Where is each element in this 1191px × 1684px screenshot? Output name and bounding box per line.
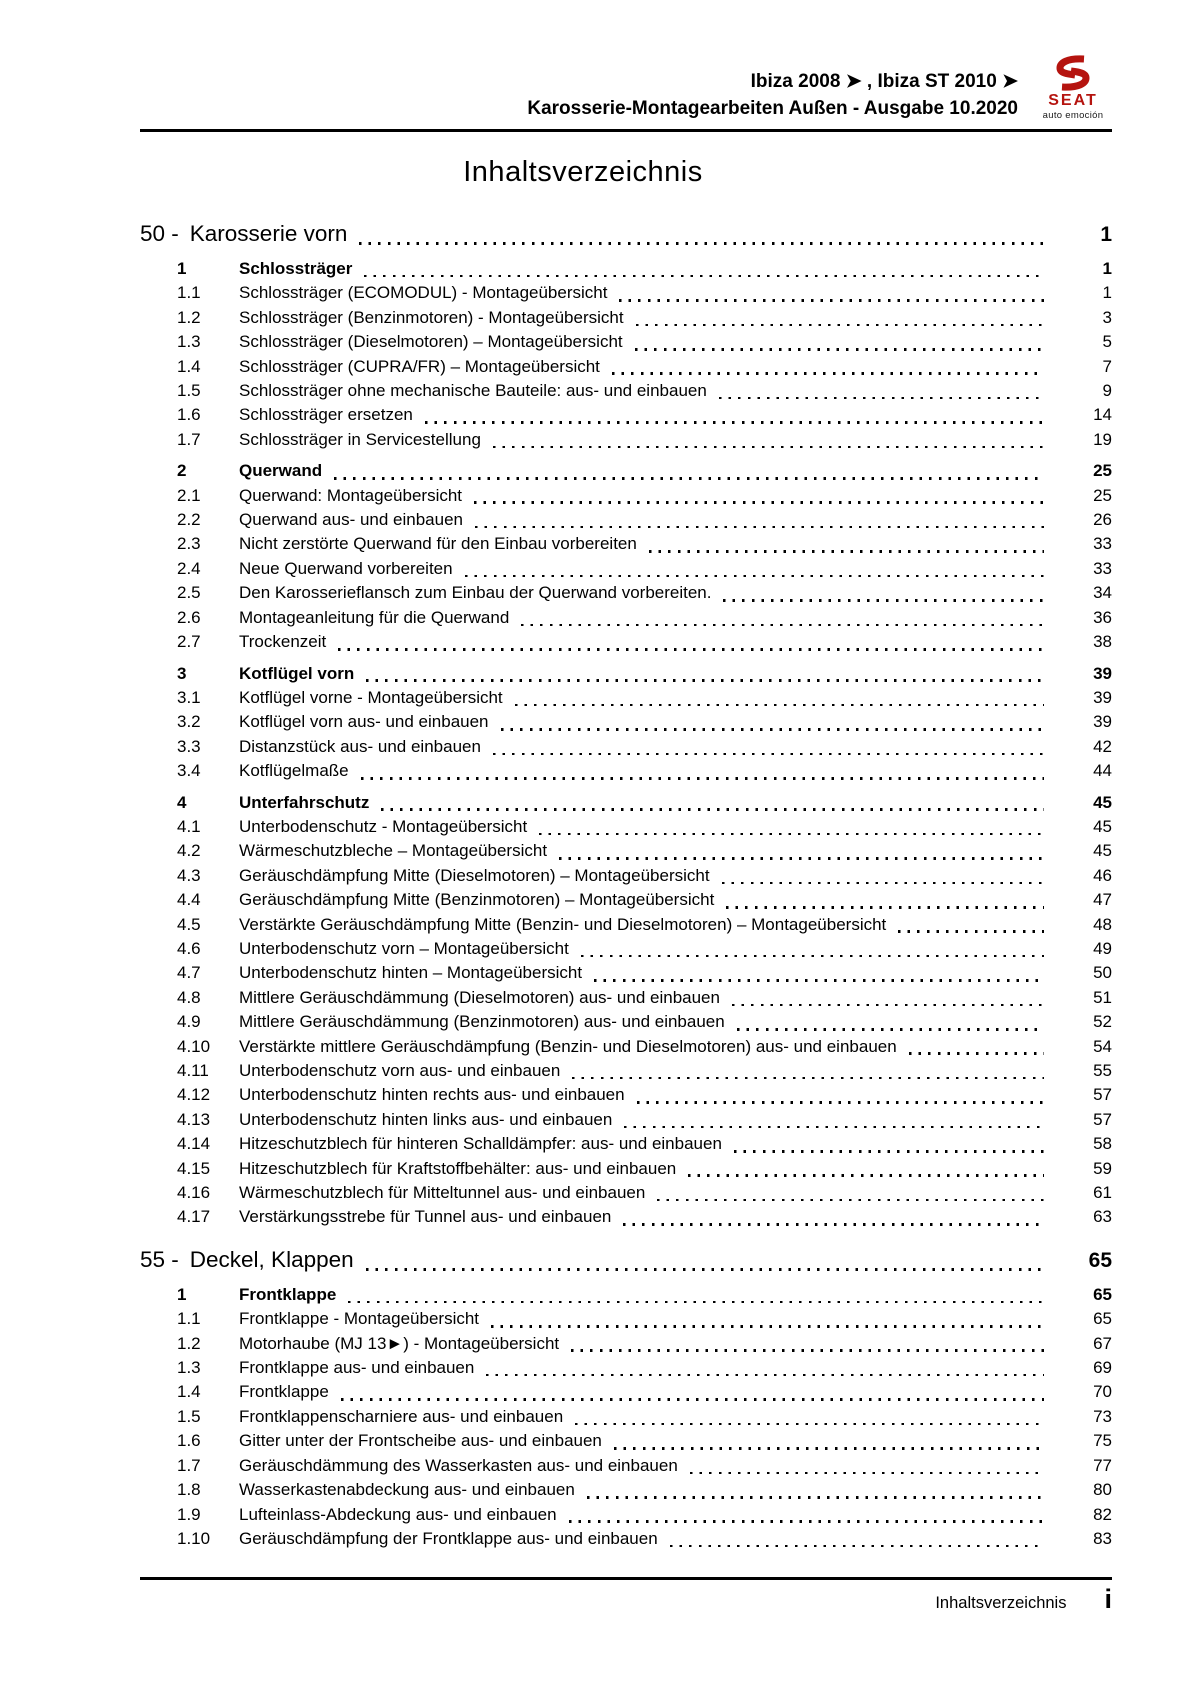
toc-dot-leader	[670, 1545, 1044, 1548]
toc-entry-title: Frontklappe - Montageübersicht	[239, 1309, 480, 1329]
footer-divider	[140, 1577, 1112, 1580]
table-of-contents	[140, 219, 1112, 1551]
toc-dot-leader	[334, 477, 1044, 480]
toc-entry-page: 54	[1093, 1036, 1112, 1056]
footer-label: Inhaltsverzeichnis	[935, 1594, 1067, 1612]
toc-entry-title: Verstärkungsstrebe für Tunnel aus- und einbauen	[239, 1207, 612, 1227]
toc-entry	[140, 428, 1112, 452]
toc-entry-page: 42	[1093, 736, 1112, 756]
toc-dot-leader	[587, 1496, 1044, 1499]
toc-entry	[140, 1332, 1112, 1356]
toc-dot-leader	[723, 599, 1044, 602]
toc-entry-number: 1.5	[177, 1406, 201, 1426]
toc-dot-leader	[486, 1374, 1044, 1377]
toc-entry-title: Trockenzeit	[239, 632, 327, 652]
toc-entry-title: Motorhaube (MJ 13►) - Montageübersicht	[239, 1333, 560, 1353]
toc-entry-title: Unterbodenschutz hinten rechts aus- und einbauen	[239, 1085, 625, 1105]
toc-entry-page: 51	[1093, 987, 1112, 1007]
toc-dot-leader	[425, 421, 1044, 424]
toc-entry-page: 38	[1093, 632, 1112, 652]
toc-entry	[140, 1429, 1112, 1453]
toc-entry-title: Unterbodenschutz hinten links aus- und einbauen	[239, 1109, 613, 1129]
toc-entry-page: 44	[1093, 761, 1112, 781]
toc-entry-page: 1	[1102, 259, 1112, 278]
toc-dot-leader	[348, 1301, 1044, 1304]
toc-entry-page: 57	[1093, 1085, 1112, 1105]
toc-entry-title: Schlossträger ersetzen	[239, 405, 413, 425]
toc-entry-title: Geräuschdämpfung Mitte (Benzinmotoren) – Montageübersicht	[239, 890, 715, 910]
toc-entry-title: Geräuschdämpfung Mitte (Dieselmotoren) – Montageübersicht	[239, 865, 710, 885]
toc-entry-page: 39	[1093, 663, 1112, 683]
toc-dot-leader	[614, 1447, 1044, 1450]
toc-entry-title: Schlossträger (Benzinmotoren) - Montageübersicht	[239, 307, 624, 327]
toc-entry-number: 1.2	[177, 1333, 201, 1353]
toc-dot-leader	[636, 324, 1044, 327]
toc-dot-leader	[515, 704, 1044, 707]
toc-entry-title: Kotflügel vorn aus- und einbauen	[239, 712, 489, 732]
toc-entry	[140, 330, 1112, 354]
toc-entry-title: Schlossträger in Servicestellung	[239, 429, 481, 449]
toc-entry-page: 25	[1093, 461, 1112, 481]
toc-entry	[140, 379, 1112, 403]
toc-entry-page: 61	[1093, 1183, 1112, 1203]
toc-entry-page: 83	[1093, 1528, 1112, 1548]
footer-page-number: i	[1104, 1584, 1112, 1614]
toc-entry	[140, 735, 1112, 759]
toc-entry-number: 2	[177, 461, 187, 481]
toc-entry-page: 49	[1093, 938, 1112, 958]
toc-entry	[140, 1454, 1112, 1478]
toc-entry-title: Distanzstück aus- und einbauen	[239, 736, 481, 756]
toc-entry-number: 1.10	[177, 1528, 211, 1548]
toc-dot-leader	[581, 955, 1044, 958]
toc-entry-page: 46	[1093, 865, 1112, 885]
toc-entry-number: 2.4	[177, 558, 201, 578]
toc-dot-leader	[637, 1101, 1044, 1104]
toc-entry-title: Verstärkte Geräuschdämpfung Mitte (Benzin- und Dieselmotoren) – Montageübersicht	[239, 914, 887, 934]
toc-entry	[140, 606, 1112, 630]
toc-dot-leader	[688, 1174, 1044, 1177]
toc-entry-page: 25	[1093, 485, 1112, 505]
toc-entry	[140, 1283, 1112, 1307]
toc-entry-page: 45	[1093, 841, 1112, 861]
toc-dot-leader	[722, 882, 1044, 885]
toc-entry-page: 36	[1093, 607, 1112, 627]
toc-entry-number: 4.13	[177, 1109, 211, 1129]
toc-entry-number: 1.4	[177, 1382, 201, 1402]
toc-entry-page: 65	[1088, 1248, 1112, 1272]
toc-entry-number: 1.3	[177, 1358, 201, 1378]
toc-entry-title: Frontklappe aus- und einbauen	[239, 1358, 475, 1378]
toc-dot-leader	[366, 1268, 1044, 1271]
toc-entry-page: 33	[1093, 534, 1112, 554]
toc-entry	[140, 686, 1112, 710]
toc-entry-number: 1.4	[177, 356, 201, 376]
toc-entry-page: 77	[1093, 1455, 1112, 1475]
toc-entry	[140, 557, 1112, 581]
toc-entry	[140, 815, 1112, 839]
toc-entry-number: 4.14	[177, 1134, 211, 1154]
toc-entry-title: Querwand: Montageübersicht	[239, 485, 463, 505]
toc-entry-number: 1.7	[177, 1455, 201, 1475]
toc-entry-title: Hitzeschutzblech für Kraftstoffbehälter: aus- und einbauen	[239, 1158, 677, 1178]
toc-dot-leader	[569, 1520, 1044, 1523]
toc-entry-number: 1.1	[177, 1309, 201, 1329]
toc-entry	[140, 459, 1112, 483]
toc-dot-leader	[690, 1472, 1044, 1475]
toc-entry-number: 4	[177, 792, 187, 812]
toc-entry-number: 4.15	[177, 1158, 211, 1178]
toc-entry-title: Unterbodenschutz vorn – Montageübersicht	[239, 938, 569, 958]
toc-dot-leader	[474, 501, 1044, 504]
toc-dot-leader	[361, 777, 1044, 780]
toc-entry-title: Schlossträger	[239, 259, 353, 278]
toc-entry-page: 65	[1093, 1284, 1112, 1304]
toc-entry-page: 57	[1093, 1109, 1112, 1129]
toc-entry-title: Unterbodenschutz vorn aus- und einbauen	[239, 1061, 561, 1080]
toc-entry-number: 4.10	[177, 1036, 211, 1056]
seat-tagline-text: auto emoción	[1042, 110, 1104, 121]
toc-entry	[140, 1503, 1112, 1527]
toc-dot-leader	[465, 575, 1044, 578]
toc-entry-number: 2.3	[177, 534, 201, 554]
toc-entry-title: Schlossträger (ECOMODUL) - Montageübersicht	[239, 283, 608, 303]
toc-entry-title: Geräuschdämpfung der Frontklappe aus- und einbauen	[239, 1528, 658, 1548]
toc-entry	[140, 306, 1112, 330]
toc-entry-number: 3.2	[177, 712, 201, 732]
toc-entry-number: 2.2	[177, 510, 201, 530]
toc-entry-page: 48	[1093, 914, 1112, 934]
toc-dot-leader	[559, 857, 1044, 860]
toc-entry	[140, 1527, 1112, 1551]
toc-entry	[140, 403, 1112, 427]
toc-dot-leader	[909, 1052, 1044, 1055]
toc-entry-title: Schlossträger ohne mechanische Bauteile: aus- und einbauen	[239, 381, 707, 401]
toc-dot-leader	[493, 446, 1044, 449]
toc-entry-page: 59	[1093, 1158, 1112, 1178]
toc-entry-number: 2.1	[177, 485, 201, 505]
toc-entry-number: 55 -	[140, 1246, 179, 1272]
toc-entry	[140, 281, 1112, 305]
toc-entry-page: 63	[1093, 1207, 1112, 1227]
toc-entry-title: Mittlere Geräuschdämmung (Benzinmotoren) aus- und einbauen	[239, 1012, 725, 1032]
toc-entry-title: Montageanleitung für die Querwand	[239, 607, 510, 627]
toc-entry-number: 50 -	[140, 221, 179, 246]
toc-entry-number: 4.3	[177, 865, 201, 885]
toc-entry	[140, 532, 1112, 556]
toc-entry-title: Verstärkte mittlere Geräuschdämpfung (Benzin- und Dieselmotoren) aus- und einbauen	[239, 1036, 897, 1056]
toc-entry-title: Schlossträger (Dieselmotoren) – Montageübersicht	[239, 332, 623, 352]
toc-dot-leader	[521, 624, 1044, 627]
toc-entry-title: Querwand aus- und einbauen	[239, 510, 463, 530]
toc-dot-leader	[366, 679, 1044, 682]
toc-entry-number: 4.9	[177, 1012, 201, 1032]
toc-entry	[140, 710, 1112, 734]
toc-dot-leader	[338, 648, 1044, 651]
toc-entry-number: 4.16	[177, 1183, 211, 1203]
toc-entry	[140, 1307, 1112, 1331]
toc-entry	[140, 1245, 1112, 1276]
toc-entry	[140, 257, 1112, 281]
toc-entry-number: 2.7	[177, 632, 201, 652]
toc-dot-leader	[364, 275, 1044, 278]
toc-entry-title: Geräuschdämmung des Wasserkasten aus- und einbauen	[239, 1455, 678, 1475]
toc-entry	[140, 1010, 1112, 1034]
toc-entry-number: 1.5	[177, 381, 201, 401]
toc-entry	[140, 1157, 1112, 1181]
toc-entry-number: 1.6	[177, 1431, 201, 1451]
toc-dot-leader	[624, 1126, 1044, 1129]
toc-dot-leader	[493, 753, 1044, 756]
toc-entry-page: 70	[1093, 1382, 1112, 1402]
toc-entry	[140, 484, 1112, 508]
header-model-line: Ibiza 2008 ➤ , Ibiza ST 2010 ➤	[750, 71, 1018, 92]
toc-entry	[140, 1405, 1112, 1429]
toc-entry-title: Unterfahrschutz	[239, 792, 370, 812]
toc-entry-page: 19	[1093, 429, 1112, 449]
toc-entry-number: 1.6	[177, 405, 201, 425]
toc-entry-number: 1.8	[177, 1480, 201, 1500]
toc-entry	[140, 581, 1112, 605]
toc-entry	[140, 1478, 1112, 1502]
toc-entry	[140, 1380, 1112, 1404]
toc-entry	[140, 1132, 1112, 1156]
toc-entry-title: Querwand	[239, 461, 323, 481]
toc-entry	[140, 1356, 1112, 1380]
toc-entry-page: 39	[1093, 687, 1112, 707]
toc-entry-title: Mittlere Geräuschdämmung (Dieselmotoren) aus- und einbauen	[239, 987, 720, 1007]
toc-entry-number: 2.5	[177, 583, 201, 603]
toc-entry-title: Schlossträger (CUPRA/FR) – Montageübersicht	[239, 356, 600, 376]
toc-entry-number: 1.2	[177, 307, 201, 327]
page-header	[140, 56, 1112, 122]
toc-entry-number: 2.6	[177, 607, 201, 627]
toc-dot-leader	[359, 242, 1044, 245]
toc-dot-leader	[341, 1398, 1044, 1401]
toc-entry-page: 65	[1093, 1309, 1112, 1329]
toc-dot-leader	[475, 526, 1044, 529]
toc-entry-page: 26	[1093, 510, 1112, 530]
toc-dot-leader	[619, 299, 1044, 302]
toc-entry-title: Kotflügelmaße	[239, 761, 349, 781]
page-footer	[935, 1584, 1112, 1615]
toc-dot-leader	[732, 1004, 1044, 1007]
toc-entry-title: Unterbodenschutz - Montageübersicht	[239, 816, 528, 836]
toc-entry-title: Frontklappe	[239, 1382, 329, 1402]
toc-entry-number: 1.9	[177, 1504, 201, 1524]
toc-entry-title: Nicht zerstörte Querwand für den Einbau vorbereiten	[239, 534, 637, 554]
toc-entry	[140, 986, 1112, 1010]
seat-brand-text: SEAT	[1048, 92, 1098, 109]
toc-dot-leader	[571, 1349, 1044, 1352]
toc-entry-page: 34	[1093, 583, 1112, 603]
toc-entry-page: 50	[1093, 963, 1112, 983]
toc-dot-leader	[594, 979, 1044, 982]
toc-entry	[140, 961, 1112, 985]
toc-dot-leader	[734, 1150, 1044, 1153]
toc-entry-title: Lufteinlass-Abdeckung aus- und einbauen	[239, 1504, 557, 1524]
toc-entry-number: 3.3	[177, 736, 201, 756]
toc-entry-title: Kotflügel vorn	[239, 663, 355, 683]
toc-entry-title: Hitzeschutzblech für hinteren Schalldämpfer: aus- und einbauen	[239, 1134, 722, 1154]
toc-entry	[140, 888, 1112, 912]
toc-entry-page: 73	[1093, 1406, 1112, 1426]
toc-entry-number: 4.12	[177, 1085, 211, 1105]
toc-entry-number: 4.6	[177, 938, 201, 958]
toc-entry-title: Wärmeschutzbleche – Montageübersicht	[239, 841, 548, 861]
toc-entry	[140, 662, 1112, 686]
toc-entry	[140, 1181, 1112, 1205]
header-text	[527, 56, 1018, 122]
toc-entry	[140, 839, 1112, 863]
toc-entry-page: 69	[1093, 1358, 1112, 1378]
toc-dot-leader	[898, 930, 1044, 933]
toc-dot-leader	[491, 1325, 1044, 1328]
toc-entry	[140, 864, 1112, 888]
toc-entry-page: 80	[1093, 1480, 1112, 1500]
toc-entry-number: 3.1	[177, 687, 201, 707]
toc-entry-page: 52	[1093, 1012, 1112, 1032]
toc-entry-number: 4.8	[177, 987, 201, 1007]
toc-entry	[140, 1205, 1112, 1229]
toc-entry-page: 82	[1093, 1504, 1112, 1524]
toc-entry	[140, 508, 1112, 532]
toc-dot-leader	[737, 1028, 1044, 1031]
toc-entry-page: 67	[1093, 1333, 1112, 1353]
toc-entry-page: 58	[1093, 1134, 1112, 1154]
toc-dot-leader	[649, 550, 1044, 553]
header-doc-line: Karosserie-Montagearbeiten Außen - Ausgabe 10.2020	[527, 98, 1018, 119]
toc-entry	[140, 1035, 1112, 1059]
toc-dot-leader	[381, 808, 1044, 811]
toc-entry	[140, 913, 1112, 937]
toc-entry-number: 4.5	[177, 914, 201, 934]
toc-entry-number: 4.7	[177, 963, 201, 983]
toc-entry	[140, 1083, 1112, 1107]
toc-entry-number: 4.11	[177, 1061, 209, 1080]
toc-dot-leader	[539, 833, 1044, 836]
toc-entry	[140, 791, 1112, 815]
toc-dot-leader	[501, 728, 1044, 731]
toc-entry-page: 1	[1100, 223, 1112, 246]
toc-entry-title: Kotflügel vorne - Montageübersicht	[239, 687, 503, 707]
toc-entry-page: 3	[1102, 307, 1112, 327]
toc-entry-page: 33	[1093, 558, 1112, 578]
toc-entry-number: 1	[177, 259, 187, 278]
toc-entry-page: 14	[1093, 405, 1112, 425]
toc-entry-title: Den Karosserieflansch zum Einbau der Querwand vorbereiten.	[239, 583, 712, 603]
toc-entry	[140, 1108, 1112, 1132]
toc-entry-number: 1	[177, 1284, 187, 1304]
toc-entry-page: 1	[1102, 283, 1112, 303]
toc-entry-title: Gitter unter der Frontscheibe aus- und einbauen	[239, 1431, 602, 1451]
toc-dot-leader	[726, 906, 1044, 909]
toc-entry-number: 4.2	[177, 841, 201, 861]
toc-dot-leader	[657, 1199, 1044, 1202]
toc-entry-title: Wasserkastenabdeckung aus- und einbauen	[239, 1480, 575, 1500]
toc-entry-number: 1.1	[177, 283, 201, 303]
toc-entry-title: Frontklappe	[239, 1284, 337, 1304]
toc-entry-page: 5	[1102, 332, 1112, 352]
toc-entry-title: Frontklappenscharniere aus- und einbauen	[239, 1406, 564, 1426]
toc-entry-title: Deckel, Klappen	[189, 1246, 354, 1272]
page-title: Inhaltsverzeichnis	[463, 156, 703, 188]
toc-entry-number: 4.17	[177, 1207, 211, 1227]
toc-entry-number: 1.7	[177, 429, 201, 449]
toc-entry-title: Neue Querwand vorbereiten	[239, 558, 453, 578]
toc-entry-page: 47	[1093, 890, 1112, 910]
seat-logo	[1034, 54, 1112, 121]
toc-entry	[140, 1059, 1112, 1083]
toc-entry-page: 55	[1093, 1061, 1112, 1080]
toc-entry	[140, 219, 1112, 250]
toc-dot-leader	[572, 1077, 1044, 1080]
toc-entry-title: Karosserie vorn	[189, 221, 348, 246]
toc-dot-leader	[635, 348, 1044, 351]
toc-entry-title: Wärmeschutzblech für Mitteltunnel aus- und einbauen	[239, 1183, 646, 1203]
toc-entry-page: 39	[1093, 712, 1112, 732]
toc-entry-page: 9	[1102, 381, 1112, 401]
toc-dot-leader	[575, 1423, 1044, 1426]
toc-dot-leader	[623, 1223, 1044, 1226]
header-divider	[140, 129, 1112, 132]
toc-entry-number: 3.4	[177, 761, 201, 781]
toc-entry	[140, 937, 1112, 961]
toc-entry	[140, 759, 1112, 783]
toc-entry-number: 4.4	[177, 890, 201, 910]
seat-s-icon	[1051, 54, 1095, 92]
toc-entry-title: Unterbodenschutz hinten – Montageübersicht	[239, 963, 583, 983]
toc-entry-page: 45	[1093, 816, 1112, 836]
toc-entry-number: 3	[177, 663, 187, 683]
toc-entry	[140, 355, 1112, 379]
toc-entry-page: 45	[1093, 792, 1112, 812]
toc-entry-number: 1.3	[177, 332, 201, 352]
toc-entry-number: 4.1	[177, 816, 201, 836]
toc-entry-page: 7	[1102, 356, 1112, 376]
toc-entry-page: 75	[1093, 1431, 1112, 1451]
toc-entry	[140, 630, 1112, 654]
toc-dot-leader	[719, 397, 1044, 400]
toc-dot-leader	[612, 372, 1044, 375]
